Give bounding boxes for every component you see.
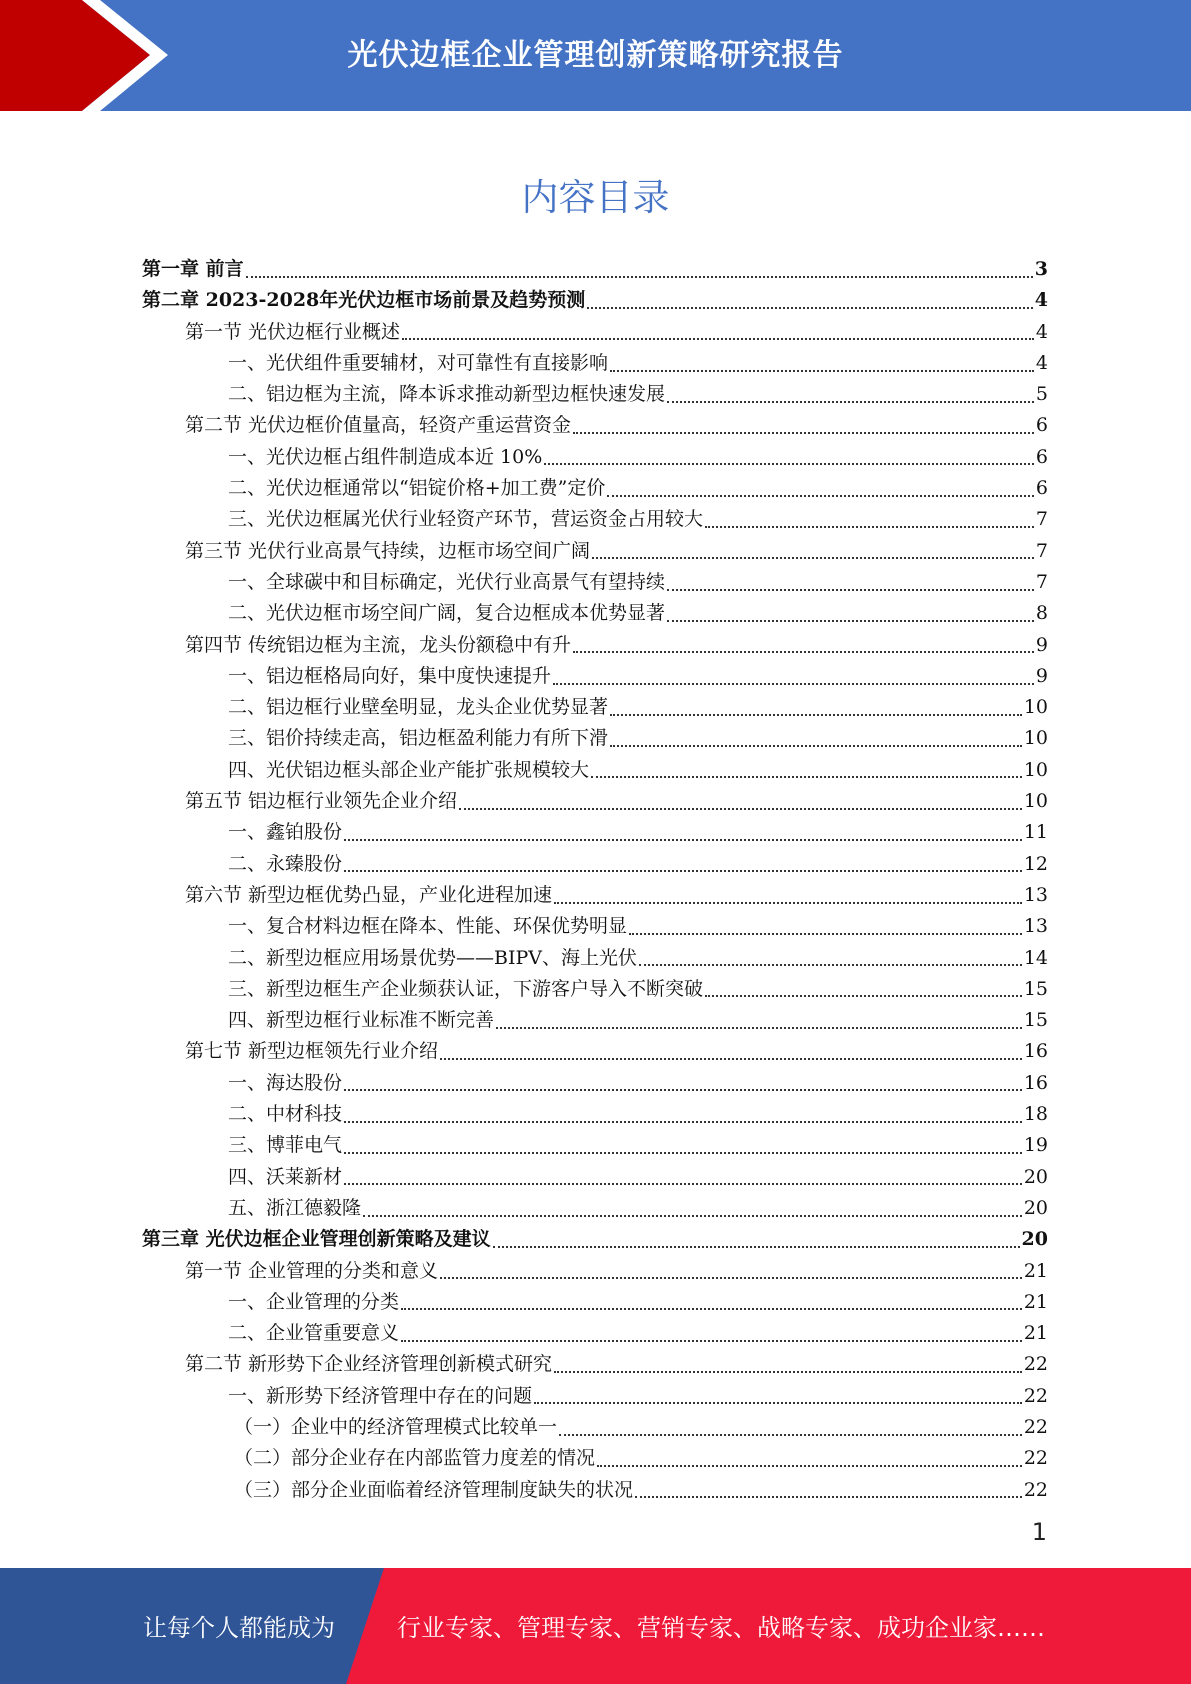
toc-dot-leader bbox=[554, 1371, 1022, 1373]
toc-entry-page: 11 bbox=[1023, 821, 1048, 844]
toc-entry-page: 8 bbox=[1035, 602, 1048, 625]
toc-subsection-entry[interactable] bbox=[142, 661, 1048, 692]
toc-dot-leader bbox=[459, 808, 1022, 810]
toc-dot-leader bbox=[587, 307, 1033, 309]
toc-dot-leader bbox=[440, 1058, 1022, 1060]
toc-entry-title: 第五节 铝边框行业领先企业介绍 bbox=[185, 790, 458, 813]
toc-section-entry[interactable] bbox=[142, 1349, 1048, 1380]
toc-subsection-entry[interactable] bbox=[142, 1068, 1048, 1099]
toc-entry-title: 一、铝边框格局向好，集中度快速提升 bbox=[228, 664, 552, 687]
toc-entry-page: 7 bbox=[1035, 508, 1048, 531]
toc-entry-page: 5 bbox=[1035, 383, 1048, 406]
toc-entry-page: 21 bbox=[1023, 1259, 1048, 1282]
toc-entry-title: 三、博菲电气 bbox=[228, 1134, 343, 1157]
toc-entry-page: 22 bbox=[1023, 1353, 1048, 1376]
toc-dot-leader bbox=[591, 776, 1022, 778]
toc-entry-title: 第三节 光伏行业高景气持续，边框市场空间广阔 bbox=[185, 539, 591, 562]
toc-entry-page: 6 bbox=[1035, 445, 1048, 468]
toc-subsection-entry[interactable] bbox=[142, 974, 1048, 1005]
toc-entry-page: 22 bbox=[1023, 1447, 1048, 1470]
toc-subsection-entry[interactable] bbox=[142, 504, 1048, 535]
toc-dot-leader bbox=[554, 902, 1022, 904]
toc-subsection-entry[interactable] bbox=[142, 567, 1048, 598]
toc-dot-leader bbox=[639, 964, 1022, 966]
toc-dot-leader bbox=[610, 370, 1034, 372]
toc-subsection-entry[interactable] bbox=[142, 1005, 1048, 1036]
toc-entry-title: 一、海达股份 bbox=[228, 1071, 343, 1094]
toc-entry-page: 15 bbox=[1023, 977, 1048, 1000]
toc-entry-page: 4 bbox=[1035, 320, 1048, 343]
toc-section-entry[interactable] bbox=[142, 1256, 1048, 1287]
toc-entry-page: 10 bbox=[1023, 790, 1048, 813]
toc-entry-page: 10 bbox=[1023, 696, 1048, 719]
toc-dot-leader bbox=[610, 745, 1022, 747]
toc-entry-page: 21 bbox=[1023, 1322, 1048, 1345]
toc-dot-leader bbox=[573, 651, 1034, 653]
toc-entry-title: 第四节 传统铝边框为主流，龙头份额稳中有升 bbox=[185, 633, 572, 656]
toc-entry-title: 第一节 企业管理的分类和意义 bbox=[185, 1259, 439, 1282]
toc-entry-title: 三、光伏边框属光伏行业轻资产环节，营运资金占用较大 bbox=[228, 508, 704, 531]
toc-entry-title: 二、新型边框应用场景优势——BIPV、海上光伏 bbox=[228, 946, 637, 969]
page-number: 1 bbox=[1031, 1518, 1047, 1546]
toc-subsection-entry[interactable] bbox=[142, 1318, 1048, 1349]
toc-entry-page: 20 bbox=[1023, 1196, 1048, 1219]
toc-entry-page: 12 bbox=[1023, 852, 1048, 875]
toc-dot-leader bbox=[344, 839, 1022, 841]
toc-entry-title: （二）部分企业存在内部监管力度差的情况 bbox=[234, 1447, 596, 1470]
toc-dot-leader bbox=[553, 683, 1034, 685]
toc-entry-page: 7 bbox=[1035, 570, 1048, 593]
toc-subsection-entry[interactable] bbox=[142, 849, 1048, 880]
toc-entry-page: 4 bbox=[1035, 351, 1048, 374]
toc-dot-leader bbox=[592, 557, 1034, 559]
toc-entry-page: 18 bbox=[1023, 1103, 1048, 1126]
toc-entry-title: （三）部分企业面临着经济管理制度缺失的状况 bbox=[234, 1478, 634, 1501]
toc-entry-title: 一、复合材料边框在降本、性能、环保优势明显 bbox=[228, 915, 628, 938]
table-of-contents bbox=[142, 254, 1048, 1506]
toc-entry-title: 第二节 光伏边框价值量高，轻资产重运营资金 bbox=[185, 414, 572, 437]
toc-dot-leader bbox=[401, 1340, 1022, 1342]
toc-dot-leader bbox=[496, 1027, 1022, 1029]
toc-subsection-entry[interactable] bbox=[142, 348, 1048, 379]
toc-dot-leader bbox=[344, 870, 1022, 872]
toc-section-entry[interactable] bbox=[142, 880, 1048, 911]
toc-subsection-entry[interactable] bbox=[142, 598, 1048, 629]
page-footer bbox=[0, 1568, 1191, 1684]
toc-entry-title: 一、鑫铂股份 bbox=[228, 821, 343, 844]
toc-entry-title: 二、光伏边框市场空间广阔，复合边框成本优势显著 bbox=[228, 602, 666, 625]
toc-dot-leader bbox=[363, 1215, 1022, 1217]
toc-subsection-entry[interactable] bbox=[142, 911, 1048, 942]
toc-entry-page: 9 bbox=[1035, 633, 1048, 656]
toc-section-entry[interactable] bbox=[142, 317, 1048, 348]
toc-subsection-entry[interactable] bbox=[142, 1475, 1048, 1506]
toc-subsection-entry[interactable] bbox=[142, 442, 1048, 473]
toc-entry-page: 6 bbox=[1035, 414, 1048, 437]
toc-section-entry[interactable] bbox=[142, 786, 1048, 817]
toc-dot-leader bbox=[573, 432, 1034, 434]
toc-dot-leader bbox=[559, 1434, 1022, 1436]
footer-slogan-right: 行业专家、管理专家、营销专家、战略专家、成功企业家…… bbox=[397, 1614, 1045, 1642]
toc-entry-page: 10 bbox=[1023, 727, 1048, 750]
toc-entry-page: 14 bbox=[1023, 946, 1048, 969]
toc-dot-leader bbox=[597, 1465, 1022, 1467]
toc-dot-leader bbox=[402, 338, 1034, 340]
toc-subsection-entry[interactable] bbox=[142, 379, 1048, 410]
toc-dot-leader bbox=[610, 714, 1022, 716]
toc-entry-page: 6 bbox=[1035, 477, 1048, 500]
toc-entry-title: 四、光伏铝边框头部企业产能扩张规模较大 bbox=[228, 758, 590, 781]
toc-dot-leader bbox=[667, 589, 1034, 591]
toc-entry-title: 第三章 光伏边框企业管理创新策略及建议 bbox=[142, 1228, 491, 1251]
toc-subsection-entry[interactable] bbox=[142, 1130, 1048, 1161]
report-title: 光伏边框企业管理创新策略研究报告 bbox=[347, 38, 844, 73]
toc-subsection-entry[interactable] bbox=[142, 1193, 1048, 1224]
toc-entry-title: 三、铝价持续走高，铝边框盈利能力有所下滑 bbox=[228, 727, 609, 750]
toc-subsection-entry[interactable] bbox=[142, 943, 1048, 974]
toc-subsection-entry[interactable] bbox=[142, 723, 1048, 754]
toc-entry-page: 3 bbox=[1034, 258, 1048, 280]
toc-chapter-entry[interactable] bbox=[142, 1224, 1048, 1255]
toc-entry-page: 13 bbox=[1023, 883, 1048, 906]
toc-dot-leader bbox=[635, 1496, 1022, 1498]
toc-dot-leader bbox=[344, 1152, 1022, 1154]
toc-dot-leader bbox=[544, 463, 1034, 465]
toc-entry-title: 二、永臻股份 bbox=[228, 852, 343, 875]
toc-dot-leader bbox=[493, 1246, 1020, 1248]
toc-entry-title: 第二节 新形势下企业经济管理创新模式研究 bbox=[185, 1353, 553, 1376]
toc-heading: 内容目录 bbox=[521, 176, 670, 219]
toc-entry-page: 7 bbox=[1035, 539, 1048, 562]
toc-entry-title: （一）企业中的经济管理模式比较单一 bbox=[234, 1415, 558, 1438]
toc-entry-title: 一、企业管理的分类 bbox=[228, 1290, 400, 1313]
toc-dot-leader bbox=[705, 995, 1022, 997]
toc-subsection-entry[interactable] bbox=[142, 1412, 1048, 1443]
toc-entry-page: 16 bbox=[1023, 1071, 1048, 1094]
toc-subsection-entry[interactable] bbox=[142, 473, 1048, 504]
toc-dot-leader bbox=[705, 526, 1034, 528]
toc-entry-title: 四、沃莱新材 bbox=[228, 1165, 343, 1188]
toc-entry-title: 第一章 前言 bbox=[142, 258, 244, 280]
toc-entry-title: 第二章 2023-2028年光伏边框市场前景及趋势预测 bbox=[142, 289, 586, 312]
toc-entry-page: 19 bbox=[1023, 1134, 1048, 1157]
toc-entry-page: 15 bbox=[1023, 1009, 1048, 1032]
toc-entry-title: 三、新型边框生产企业频获认证，下游客户导入不断突破 bbox=[228, 977, 704, 1000]
toc-entry-title: 二、光伏边框通常以“铝锭价格+加工费”定价 bbox=[228, 477, 606, 500]
toc-entry-title: 五、浙江德毅隆 bbox=[228, 1196, 362, 1219]
toc-dot-leader bbox=[667, 401, 1034, 403]
toc-entry-title: 一、光伏边框占组件制造成本近 10% bbox=[228, 445, 543, 468]
toc-entry-page: 10 bbox=[1023, 758, 1048, 781]
toc-dot-leader bbox=[629, 933, 1022, 935]
toc-dot-leader bbox=[401, 1308, 1022, 1310]
toc-section-entry[interactable] bbox=[142, 410, 1048, 441]
toc-dot-leader bbox=[534, 1402, 1022, 1404]
toc-dot-leader bbox=[344, 1089, 1022, 1091]
toc-dot-leader bbox=[667, 620, 1034, 622]
toc-entry-title: 一、光伏组件重要辅材，对可靠性有直接影响 bbox=[228, 351, 609, 374]
toc-entry-page: 4 bbox=[1034, 289, 1048, 312]
toc-entry-title: 第一节 光伏边框行业概述 bbox=[185, 320, 401, 343]
toc-entry-title: 一、新形势下经济管理中存在的问题 bbox=[228, 1384, 533, 1407]
toc-subsection-entry[interactable] bbox=[142, 755, 1048, 786]
toc-dot-leader bbox=[440, 1277, 1022, 1279]
toc-entry-title: 一、全球碳中和目标确定，光伏行业高景气有望持续 bbox=[228, 570, 666, 593]
toc-section-entry[interactable] bbox=[142, 630, 1048, 661]
footer-slogan-left: 让每个人都能成为 bbox=[143, 1614, 335, 1642]
toc-entry-title: 第六节 新型边框优势凸显，产业化进程加速 bbox=[185, 883, 553, 906]
toc-dot-leader bbox=[246, 276, 1033, 278]
toc-entry-title: 二、铝边框行业壁垒明显，龙头企业优势显著 bbox=[228, 696, 609, 719]
toc-entry-page: 22 bbox=[1023, 1384, 1048, 1407]
toc-chapter-entry[interactable] bbox=[142, 285, 1048, 316]
toc-chapter-entry[interactable] bbox=[142, 254, 1048, 285]
page-header bbox=[0, 0, 1191, 111]
toc-entry-page: 22 bbox=[1023, 1415, 1048, 1438]
toc-entry-title: 第七节 新型边框领先行业介绍 bbox=[185, 1040, 439, 1063]
toc-entry-title: 二、中材科技 bbox=[228, 1103, 343, 1126]
toc-subsection-entry[interactable] bbox=[142, 1099, 1048, 1130]
toc-entry-page: 20 bbox=[1023, 1165, 1048, 1188]
toc-subsection-entry[interactable] bbox=[142, 817, 1048, 848]
toc-entry-page: 22 bbox=[1023, 1478, 1048, 1501]
toc-section-entry[interactable] bbox=[142, 536, 1048, 567]
toc-entry-title: 二、企业管重要意义 bbox=[228, 1322, 400, 1345]
toc-dot-leader bbox=[607, 495, 1034, 497]
toc-section-entry[interactable] bbox=[142, 1036, 1048, 1067]
toc-dot-leader bbox=[344, 1121, 1022, 1123]
toc-subsection-entry[interactable] bbox=[142, 1443, 1048, 1474]
toc-entry-page: 21 bbox=[1023, 1290, 1048, 1313]
toc-entry-page: 9 bbox=[1035, 664, 1048, 687]
toc-subsection-entry[interactable] bbox=[142, 1287, 1048, 1318]
toc-entry-page: 16 bbox=[1023, 1040, 1048, 1063]
toc-entry-title: 二、铝边框为主流，降本诉求推动新型边框快速发展 bbox=[228, 383, 666, 406]
toc-dot-leader bbox=[344, 1183, 1022, 1185]
toc-subsection-entry[interactable] bbox=[142, 692, 1048, 723]
toc-entry-page: 20 bbox=[1021, 1228, 1048, 1251]
toc-subsection-entry[interactable] bbox=[142, 1162, 1048, 1193]
toc-entry-title: 四、新型边框行业标准不断完善 bbox=[228, 1009, 495, 1032]
toc-entry-page: 13 bbox=[1023, 915, 1048, 938]
toc-subsection-entry[interactable] bbox=[142, 1381, 1048, 1412]
